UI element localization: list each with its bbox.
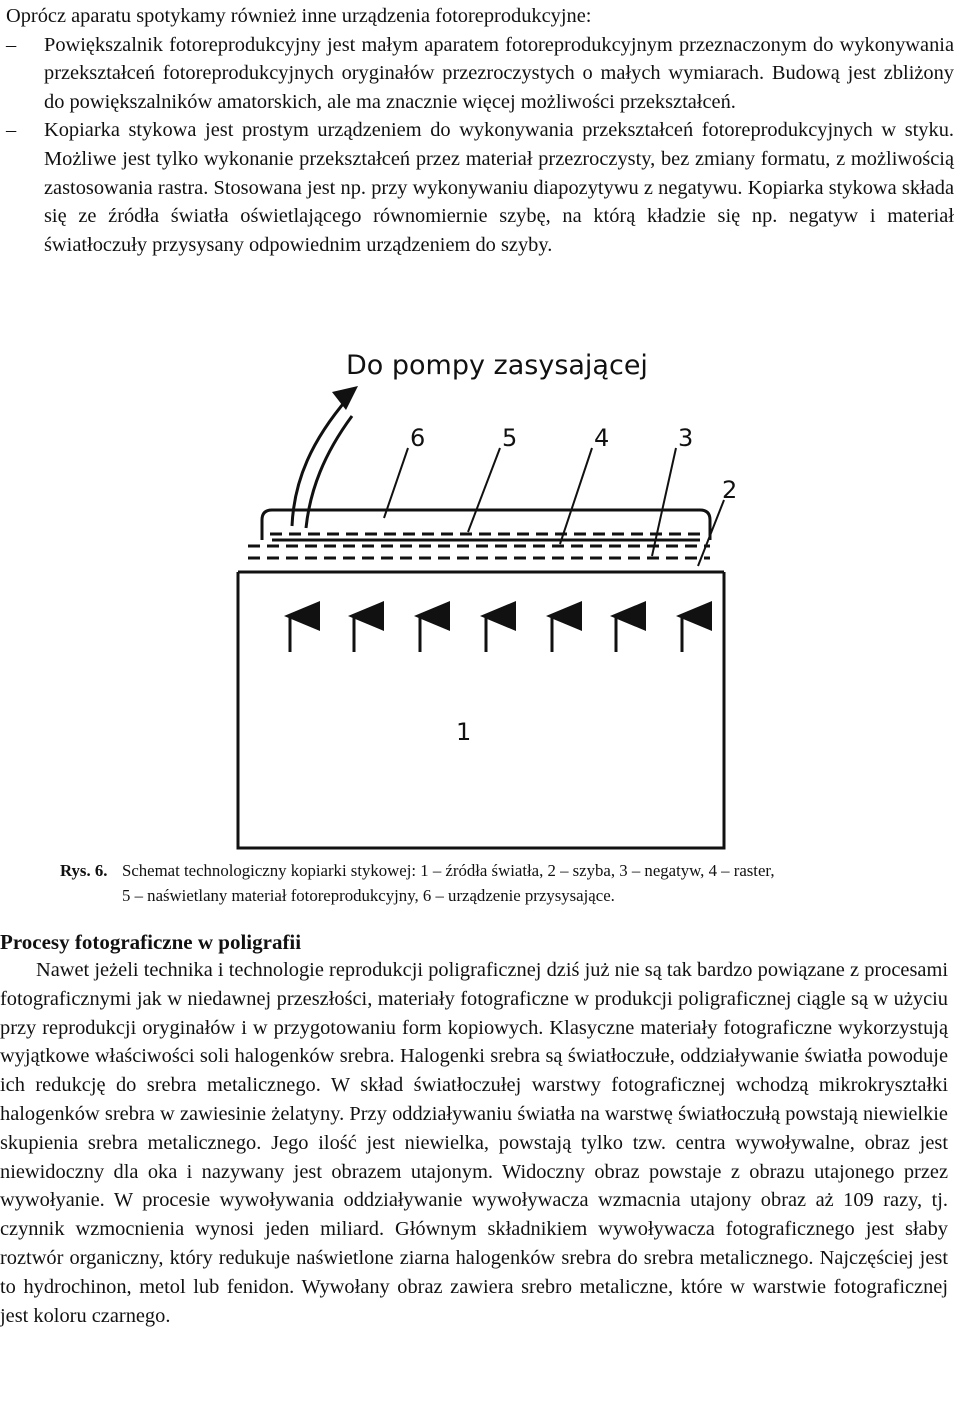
light-arrows: [290, 616, 682, 652]
suction-arrow-icon: [332, 386, 358, 410]
label-4: 4: [594, 424, 610, 452]
pump-label: Do pompy zasysającej: [346, 350, 648, 381]
caption-line-2: 5 – naświetlany materiał fotoreprodukcyjny, 6 – urządzenie przysysające.: [122, 886, 615, 905]
caption-label: Rys. 6.: [60, 861, 108, 880]
label-1: 1: [456, 718, 472, 746]
figure-caption: [60, 858, 950, 908]
list-item-text: Powiększalnik fotoreprodukcyjny jest małym aparatem fotoreprodukcyjnym przeznaczonym do wykonywania przekształceń fotoreprodukcyjnych oryginałów przezroczystych o małych wymiarach. Budową jest zbliżony do powiększalników amatorskich, ale ma znacznie więcej możliwości przekształceń.: [44, 33, 954, 113]
light-source-box: [238, 572, 724, 848]
label-5: 5: [502, 424, 518, 452]
document-page: [6, 0, 954, 259]
list-item-kopiarka: [6, 116, 954, 259]
caption-text: Schemat technologiczny kopiarki stykowej: 1 – źródła światła, 2 – szyba, 3 – negatyw, 4 – raster,: [122, 861, 775, 880]
dash-marker: –: [6, 33, 17, 56]
contact-copier-diagram: [0, 340, 948, 860]
label-2: 2: [722, 476, 738, 504]
intro-paragraph: Oprócz aparatu spotykamy również inne urządzenia fotoreprodukcyjne:: [6, 5, 592, 27]
section-photographic-processes: [0, 928, 948, 1330]
dash-marker: –: [6, 119, 17, 142]
label-3: 3: [678, 424, 694, 452]
caption-line-1: [60, 858, 950, 883]
list-item-powiekszalnik: [6, 31, 954, 117]
list-item-text: Kopiarka stykowa jest prostym urządzeniem do wykonywania przekształceń fotoreprodukcyjnych w styku. Możliwe jest tylko wykonanie przekształceń przez materiał przezroczysty, bez zmiany formatu, z możliwością zastosowania rastra. Stosowana jest np. przy wykonywaniu diapozytywu z negatywu. Kopiarka stykowa składa się ze źródła światła oświetlającego równomiernie szybę, na którą kładzie się np. negatyw i materiał światłoczuły przysysany odpowiednim urządzeniem do szyby.: [44, 119, 954, 256]
dashed-layers: [248, 534, 710, 558]
section-heading: Procesy fotograficzne w poligrafii: [0, 930, 302, 954]
section-body: Nawet jeżeli technika i technologie reprodukcji poligraficznej dziś już nie są tak bardzo powiązane z procesami fotograficznymi jak w niedawnej przeszłości, materiały fotograficzne w produkcji poligraficznej ciągle są w użyciu przy reprodukcji oryginałów i w przygotowaniu form kopiowych. Klasyczne materiały fotograficzne wykorzystują wyjątkowe właściwości soli halogenków srebra. Halogenki srebra są światłoczułe, oddziaływanie światła powoduje ich redukcję do srebra metalicznego. W skład światłoczułej warstwy fotograficznej wchodzą mikrokryształki halogenków srebra w zawiesinie żelatyny. Przy oddziaływaniu światła na warstwę światłoczułą powstają niewielkie skupienia srebra metalicznego. Jego ilość jest niewielka, powstają tylko tzw. centra wywoływalne, obraz jest niewidoczny dla oka i nazywany jest obrazem utajonym. Widoczny obraz powstaje z obrazu utajonego przez wywołyanie. W procesie wywoływania oddziaływanie wywoływacza wzmacnia utajony obraz aż 109 razy, tj. czynnik wzmocnienia wynosi jeden miliard. Głównym składnikiem wywoływacza fotograficznego jest słaby roztwór organiczny, który redukuje naświetlone ziarna halogenków srebra do srebra metalicznego. Najczęściej jest to hydrochinon, metol lub fenidon. Wywołany obraz zawiera srebro metaliczne, które w warstwie fotograficznej jest koloru czarnego.: [0, 959, 948, 1327]
leader-lines: [384, 448, 724, 566]
label-6: 6: [410, 424, 426, 452]
